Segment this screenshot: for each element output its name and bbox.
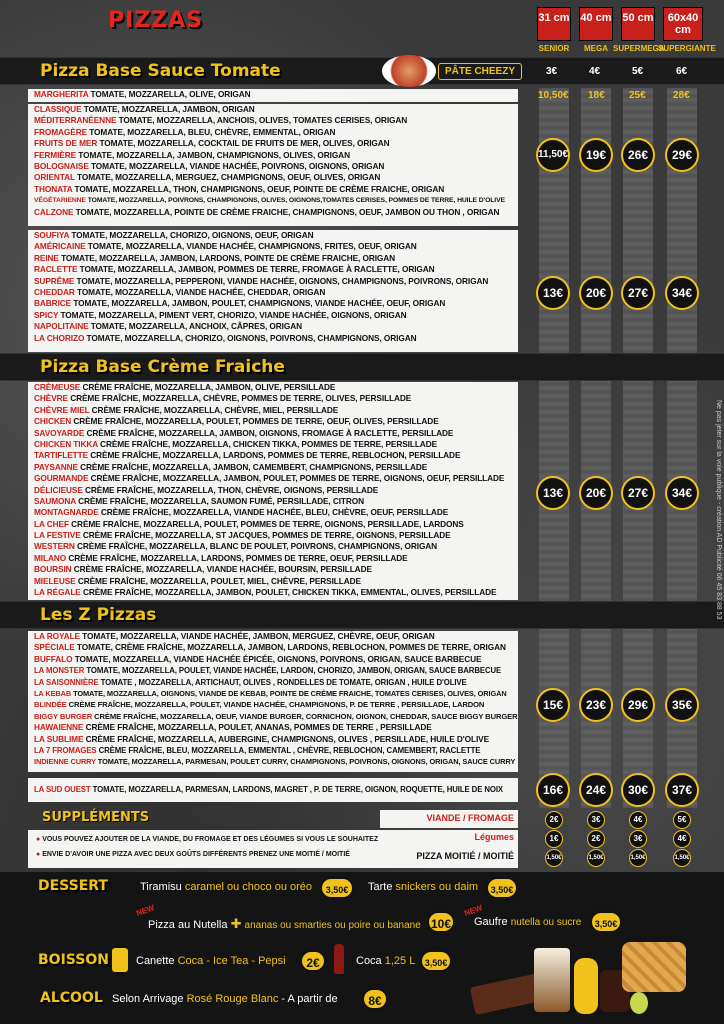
item-desc: TOMATE, MOZZARELLA, COCKTAIL DE FRUITS DE MER, OLIVES, ORIGAN [97, 138, 390, 149]
nutella-line [148, 916, 421, 932]
size-supermega: 50 cm [621, 7, 655, 41]
alcool-price: 8€ [362, 988, 388, 1010]
coca-name: Coca [356, 955, 382, 967]
item-desc: TOMATE, MOZZARELLA, POIVRONS, CHAMPIGNONS, OLIVES, OIGNONS,TOMATES CERISES, POMMES DE TERRE, HUILE D'OLIVE [85, 197, 505, 205]
item-desc: TOMATE , MOZZARELLA, ARTICHAUT, OLIVES , RONDELLES DE TOMATE, ORIGAN , HUILE D'OLIVE [98, 677, 467, 687]
nutella-price: 10€ [427, 911, 455, 933]
menu-item [28, 333, 518, 344]
size-mega: 40 cm [579, 7, 613, 41]
item-desc: TOMATE, MOZZARELLA, VIANDE HACHÉE, CHAMPIGNONS, FRITES, OEUF, ORIGAN [85, 241, 417, 252]
sup-moitie-mega: 1,50€ [587, 849, 605, 867]
tiramisu-cup-icon [534, 948, 570, 1012]
tarte-price: 3,50€ [486, 877, 518, 899]
item-name: SAUMONA [34, 495, 76, 506]
group-a-price-mega: 19€ [579, 138, 613, 172]
size-label-supergiante: SUPERGIANTE [658, 44, 716, 53]
item-desc: TOMATE, MOZZARELLA, OLIVE, ORIGAN [88, 89, 251, 99]
pate-cheezy-label: PÂTE CHEEZY [438, 63, 522, 80]
sup-viande-supermega: 4€ [629, 811, 647, 829]
item-desc: TOMATE, CRÈME FRAÎCHE, MOZZARELLA, JAMBON, LARDONS, REBLOCHON, POMMES DE TERRE, ORIGAN [74, 642, 506, 653]
item-name: LA CHORIZO [34, 332, 85, 343]
item-desc: CRÈME FRAÎCHE, MOZZARELLA, LARDONS, POMMES DE TERRE, OEUF, PERSILLADE [66, 552, 408, 563]
group-a-price-supergiante: 29€ [665, 138, 699, 172]
item-desc: CRÈME FRAÎCHE, MOZZARELLA, POULET, VIANDE HACHÉE, CHAMPIGNONS, P. DE TERRE , PERSILLADE, LARDON [66, 700, 485, 710]
menu-item [28, 784, 518, 795]
item-name: CHÈVRE MIEL [34, 404, 90, 415]
supplements-note-1: ● VOUS POUVEZ AJOUTER DE LA VIANDE, DU FROMAGE ET DES LÉGUMES SI VOUS LE SOUHAITEZ [36, 836, 379, 843]
menu-item [28, 450, 518, 461]
item-name: CLASSIQUE [34, 104, 82, 114]
margherita-price-senior: 10,50€ [538, 90, 569, 101]
sup-label-viande: VIANDE / FROMAGE [426, 813, 514, 823]
item-name: CHICKEN TIKKA [34, 438, 98, 449]
item-desc: CRÈME FRAÎCHE, MOZZARELLA, AUBERGINE, CHAMPIGNONS, OLIVES , PERSILLADE, HUILE D'OLIVE [83, 733, 490, 744]
menu-item [28, 161, 518, 172]
item-name: BOLOGNAISE [34, 160, 89, 171]
item-desc: CRÈME FRAÎCHE, MOZZARELLA, POULET, POMMES DE TERRE, OEUF, OLIVES, PERSILLADE [71, 416, 439, 427]
item-name: DÉLICIEUSE [34, 484, 83, 495]
group-a-price-supermega: 26€ [621, 138, 655, 172]
item-name: SAVOYARDE [34, 427, 85, 438]
item-desc: CRÈME FRAÎCHE, MOZZARELLA, JAMBON, OIGNONS, FROMAGE À RACLETTE, PERSILLADE [84, 427, 454, 438]
section-title-tomate: Pizza Base Sauce Tomate [40, 61, 281, 81]
menu-item [28, 253, 518, 264]
item-desc: CRÈME FRAÎCHE, MOZZARELLA, JAMBON, OLIVE, PERSILLADE [80, 382, 336, 392]
item-name: FROMAGÈRE [34, 126, 88, 137]
menu-item [28, 195, 518, 206]
item-name: BIGGY BURGER [34, 711, 93, 721]
sup-moitie-supermega: 1,50€ [629, 849, 647, 867]
z-price-mega: 23€ [579, 688, 613, 722]
sup-legumes-senior: 1€ [545, 830, 563, 848]
item-desc: TOMATE, MOZZARELLA, VIANDE HACHÉE, POIVRONS, OIGNONS, ORIGAN [88, 160, 385, 171]
menu-item [28, 576, 518, 587]
new-badge-gaufre: NEW [463, 903, 484, 918]
menu-item [28, 172, 518, 183]
item-name: MÉDITERRANÉENNE [34, 115, 117, 126]
menu-item [28, 298, 518, 309]
menu-item [28, 507, 518, 518]
group-b-price-senior: 13€ [536, 276, 570, 310]
menu-item [28, 530, 518, 541]
item-name: BUFFALO [34, 653, 73, 664]
sup-viande-mega: 3€ [587, 811, 605, 829]
item-desc: CRÈME FRAÎCHE, MOZZARELLA, ST JACQUES, POMMES DE TERRE, OIGNONS, PERSILLADE [80, 530, 451, 541]
item-name: AMÉRICAINE [34, 241, 86, 252]
sup-label-legumes: Légumes [474, 832, 514, 842]
menu-item [28, 310, 518, 321]
tarte-line [368, 881, 478, 893]
size-label-senior: SENIOR [538, 44, 570, 53]
supplements-note-1-text: VOUS POUVEZ AJOUTER DE LA VIANDE, DU FROMAGE ET DES LÉGUMES SI VOUS LE SOUHAITEZ [42, 836, 379, 843]
canette-name: Canette [136, 955, 175, 967]
item-name: SPICY [34, 309, 59, 320]
item-name: MARGHERITA [34, 89, 89, 99]
tiramisu-options: caramel ou choco ou oréo [184, 881, 313, 893]
item-name: LA SUD OUEST [34, 785, 91, 794]
size-label-mega: MEGA [584, 44, 608, 53]
item-desc: TOMATE, MOZZARELLA, JAMBON, LARDONS, POINTE DE CRÈME FRAICHE, ORIGAN [58, 252, 396, 263]
size-supergiante: 60x40 cm [663, 7, 703, 41]
supplements-title: SUPPLÉMENTS [42, 810, 150, 825]
item-desc: CRÈME FRAÎCHE, MOZZARELLA, LARDONS, POMMES DE TERRE, REBLOCHON, PERSILLADE [88, 450, 461, 461]
group-b-price-supermega: 27€ [621, 276, 655, 310]
item-name: CHÈVRE [34, 393, 68, 404]
item-name: CHICKEN [34, 416, 72, 427]
item-desc: CRÈME FRAÎCHE, MOZZARELLA, JAMBON, POULET, CHICKEN TIKKA, EMMENTAL, OLIVES, PERSILLADE [80, 587, 497, 598]
alcool-label: ALCOOL [40, 990, 103, 1006]
margherita-price-supergiante: 28€ [673, 90, 690, 101]
item-desc: CRÈME FRAÎCHE, MOZZARELLA, CHÈVRE, POMMES DE TERRE, OLIVES, PERSILLADE [67, 393, 412, 404]
z-price-supergiante: 35€ [665, 688, 699, 722]
item-name: LA KEBAB [34, 688, 72, 698]
menu-item [28, 241, 518, 252]
item-desc: CRÈME FRAÎCHE, MOZZARELLA, JAMBON, POULET, POMMES DE TERRE, OIGNONS, OEUF, PERSILLADE [88, 473, 505, 484]
item-name: LA ROYALE [34, 631, 80, 641]
margherita-price-mega: 18€ [588, 90, 605, 101]
z-price-supermega: 29€ [621, 688, 655, 722]
item-name: MILANO [34, 552, 67, 563]
item-name: ORIENTAL [34, 172, 75, 183]
menu-item [28, 393, 518, 404]
item-desc: TOMATE, MOZZARELLA, POULET, VIANDE HACHÉE, LARDON, CHORIZO, JAMBON, ORIGAN, SAUCE BARBECUE [84, 666, 502, 676]
item-name: FRUITS DE MER [34, 138, 98, 149]
tiramisu-price: 3,50€ [320, 877, 354, 899]
menu-item [28, 428, 518, 439]
item-desc: TOMATE, MOZZARELLA, PEPPERONI, VIANDE HACHÉE, OIGNONS, CHAMPIGNONS, POIVRONS, ORIGAN [74, 275, 489, 286]
item-desc: CRÈME FRAÎCHE, MOZZARELLA, VIANDE HACHÉE, BOURSIN, PERSILLADE [71, 564, 372, 575]
menu-item [28, 665, 518, 676]
desserts-image [472, 940, 702, 1020]
item-name: FERMIÈRE [34, 149, 77, 160]
menu-item [28, 439, 518, 450]
item-desc: TOMATE, MOZZARELLA, PARMESAN, POULET CURRY, CHAMPIGNONS, POIVRONS, OIGNONS, ORIGAN, SAUCE CURRY [95, 757, 516, 767]
canette-price: 2€ [300, 950, 326, 972]
item-desc: CRÈME FRAÎCHE, MOZZARELLA, JAMBON, CAMEMBERT, CHAMPIGNONS, PERSILLADE [77, 461, 428, 472]
item-name: CHEDDAR [34, 286, 75, 297]
waffle-icon [622, 942, 686, 992]
item-name: PAYSANNE [34, 461, 78, 472]
menu-item [28, 722, 518, 733]
menu-item [28, 230, 518, 241]
item-name: MIELEUSE [34, 575, 76, 586]
z-price-senior: 15€ [536, 688, 570, 722]
canette-line [136, 955, 286, 967]
item-name: LA 7 FROMAGES [34, 745, 97, 755]
item-desc: CRÈME FRAÎCHE, MOZZARELLA, BLANC DE POULET, POIVRONS, CHAMPIGNONS, ORIGAN [74, 541, 438, 552]
menu-item [28, 115, 518, 126]
cheezy-price-supergiante: 6€ [676, 66, 688, 77]
gaufre-options: nutella ou sucre [510, 917, 582, 928]
menu-item [28, 264, 518, 275]
pineapple-icon [574, 958, 598, 1014]
creme-price-senior: 13€ [536, 476, 570, 510]
coca-line [356, 955, 415, 967]
item-name: LA SAISONNIÈRE [34, 677, 99, 687]
menu-item [28, 699, 518, 710]
menu-item [28, 541, 518, 552]
dessert-label: DESSERT [38, 878, 108, 894]
new-badge-nutella: NEW [135, 903, 156, 918]
item-name: LA SUBLIME [34, 733, 84, 744]
menu-item [28, 711, 518, 722]
creme-price-mega: 20€ [579, 476, 613, 510]
creme-panel [28, 382, 518, 600]
item-desc: TOMATE, MOZZARELLA, CHORIZO, OIGNONS, OEUF, ORIGAN [69, 230, 314, 240]
item-name: BLINDÉE [34, 700, 67, 710]
sup-viande-supergiante: 5€ [673, 811, 691, 829]
item-desc: CRÈME FRAÎCHE, MOZZARELLA, POULET, MIEL, CHÈVRE, PERSILLADE [75, 575, 361, 586]
item-desc: CRÈME FRAÎCHE, MOZZARELLA, VIANDE HACHÉE, BLEU, CHÈVRE, OEUF, PERSILLADE [98, 507, 449, 518]
menu-item [28, 734, 518, 745]
item-desc: TOMATE, MOZZARELLA, OIGNONS, VIANDE DE KEBAB, POINTE DE CRÈME FRAICHE, TOMATES CERISES, OLIVES, ORIGAN [71, 688, 507, 698]
item-name: SUPRÊME [34, 275, 75, 286]
tarte-name: Tarte [368, 881, 393, 893]
coca-size: 1,25 L [384, 955, 416, 967]
nutella-pizza-icon [470, 973, 544, 1015]
menu-item [28, 276, 518, 287]
item-name: VÉGÉTARIENNE [34, 197, 86, 205]
item-desc: TOMATE, MOZZARELLA, THON, CHAMPIGNONS, OEUF, POINTE DE CRÈME FRAICHE, ORIGAN [72, 183, 445, 194]
menu-item [28, 756, 518, 767]
item-name: NAPOLITAINE [34, 321, 89, 332]
item-name: LA MONSTER [34, 666, 85, 676]
tiramisu-name: Tiramisu [140, 881, 182, 893]
sud-ouest-price-senior: 16€ [536, 773, 570, 807]
sup-legumes-supermega: 3€ [629, 830, 647, 848]
menu-item [28, 405, 518, 416]
item-desc: CRÈME FRAÎCHE, MOZZARELLA, CHICKEN TIKKA, POMMES DE TERRE, PERSILLADE [97, 438, 438, 449]
item-name: GOURMANDE [34, 473, 89, 484]
cheezy-price-supermega: 5€ [632, 66, 644, 77]
sup-moitie-senior: 1,50€ [545, 849, 563, 867]
item-desc: TOMATE, MOZZARELLA, JAMBON, ORIGAN [81, 104, 255, 114]
z-panel [28, 631, 518, 772]
section-title-creme: Pizza Base Crème Fraiche [40, 357, 285, 377]
item-name: LA RÉGALE [34, 587, 81, 598]
sup-legumes-supergiante: 4€ [673, 830, 691, 848]
menu-item [28, 519, 518, 530]
menu-item [28, 553, 518, 564]
menu-item [28, 473, 518, 484]
sud-ouest-price-supergiante: 37€ [665, 773, 699, 807]
tarte-options: snickers ou daim [395, 881, 479, 893]
item-desc: CRÈME FRAÎCHE, MOZZARELLA, OEUF, VIANDE BURGER, CORNICHON, OIGNON, CHEDDAR, SAUCE BIGGY BURGER [92, 711, 518, 721]
item-name: SOUFIYA [34, 230, 70, 240]
item-name: REINE [34, 252, 59, 263]
menu-item [28, 677, 518, 688]
sup-moitie-supergiante: 1,50€ [673, 849, 691, 867]
menu-item [28, 642, 518, 653]
item-name: LA CHEF [34, 518, 69, 529]
pear-icon [630, 992, 648, 1014]
item-desc: TOMATE, MOZZARELLA, POINTE DE CRÈME FRAICHE, CHAMPIGNONS, OEUF, JAMBON OU THON , ORIGAN [73, 206, 500, 217]
sup-legumes-mega: 2€ [587, 830, 605, 848]
coca-price: 3,50€ [420, 950, 452, 972]
menu-item [28, 104, 518, 115]
item-name: TARTIFLETTE [34, 450, 89, 461]
item-name: CALZONE [34, 206, 74, 217]
bottle-icon [334, 944, 344, 974]
item-desc: CRÈME FRAÎCHE, MOZZARELLA, SAUMON FUMÉ, PERSILLADE, CITRON [75, 495, 365, 506]
tiramisu-line [140, 881, 312, 893]
menu-item [28, 382, 518, 393]
item-desc: TOMATE, MOZZARELLA, VIANDE HACHÉE, JAMBON, MERGUEZ, CHÈVRE, OEUF, ORIGAN [79, 631, 435, 641]
menu-item [28, 184, 518, 195]
item-desc: CRÈME FRAÎCHE, MOZZARELLA, POULET, ANANAS, POMMES DE TERRE , PERSILLADE [83, 722, 432, 733]
creme-price-supergiante: 34€ [665, 476, 699, 510]
gaufre-line [474, 916, 581, 928]
group-b-price-supergiante: 34€ [665, 276, 699, 310]
item-name: MONTAGNARDE [34, 507, 99, 518]
menu-item [28, 564, 518, 575]
item-name: INDIENNE CURRY [34, 757, 96, 767]
menu-item [28, 89, 518, 100]
menu-item [28, 496, 518, 507]
alcool-name: Selon Arrivage [112, 993, 184, 1005]
margherita-panel [28, 89, 518, 102]
menu-item [28, 321, 518, 332]
menu-item [28, 127, 518, 138]
page-title: PIZZAS [108, 8, 204, 33]
item-desc: TOMATE, MOZZARELLA, ANCHOIX, CÂPRES, ORIGAN [88, 321, 303, 332]
menu-item [28, 631, 518, 642]
item-desc: TOMATE, MOZZARELLA, JAMBON, CHAMPIGNONS, OLIVES, ORIGAN [76, 149, 350, 160]
menu-item [28, 138, 518, 149]
gaufre-price: 3,50€ [590, 911, 622, 933]
size-senior: 31 cm [537, 7, 571, 41]
can-icon [112, 948, 128, 972]
sud-ouest-panel [28, 778, 518, 802]
supplements-note-2-text: ENVIE D'AVOIR UNE PIZZA AVEC DEUX GOÛTS DIFFÉRENTS PRENEZ UNE MOITIÉ / MOITIÉ [42, 851, 350, 858]
item-desc: CRÈME FRAÎCHE, BLEU, MOZZARELLA, EMMENTAL , CHÈVRE, REBLOCHON, CAMEMBERT, RACLETTE [96, 745, 481, 755]
supplements-note-2: ● ENVIE D'AVOIR UNE PIZZA AVEC DEUX GOÛTS DIFFÉRENTS PRENEZ UNE MOITIÉ / MOITIÉ [36, 851, 350, 858]
item-name: HAWAIENNE [34, 722, 84, 733]
menu-item [28, 416, 518, 427]
margherita-price-supermega: 25€ [629, 90, 646, 101]
item-name: SPÉCIALE [34, 642, 75, 653]
nutella-name: Pizza au Nutella [148, 919, 228, 931]
sup-label-moitie: PIZZA MOITIÉ / MOITIÉ [416, 851, 514, 861]
size-label-supermega: SUPERMEGA [613, 44, 665, 53]
menu-item [28, 207, 518, 218]
menu-item [28, 485, 518, 496]
item-desc: TOMATE, MOZZARELLA, VIANDE HACHÉE, CHEDDAR, ORIGAN [74, 286, 326, 297]
sud-ouest-price-mega: 24€ [579, 773, 613, 807]
group-a-price-senior: 11,50€ [536, 138, 570, 172]
item-desc: TOMATE, MOZZARELLA, MERGUEZ, CHAMPIGNONS, OEUF, OLIVES, ORIGAN [74, 172, 381, 183]
alcool-from: - A partir de [281, 993, 338, 1005]
item-desc: TOMATE, MOZZARELLA, JAMBON, POULET, CHAMPIGNONS, VIANDE HACHÉE, OEUF, ORIGAN [71, 298, 446, 309]
menu-item [28, 688, 518, 699]
item-desc: CRÈME FRAÎCHE, MOZZARELLA, POULET, POMMES DE TERRE, OIGNONS, PERSILLADE, LARDONS [68, 518, 464, 529]
item-desc: TOMATE, MOZZARELLA, CHORIZO, OIGNONS, POIVRONS, CHAMPIGNONS, ORIGAN [84, 332, 417, 343]
item-desc: CRÈME FRAÎCHE, MOZZARELLA, THON, CHÈVRE, OIGNONS, PERSILLADE [82, 484, 379, 495]
item-desc: TOMATE, MOZZARELLA, ANCHOIS, OLIVES, TOMATES CERISES, ORIGAN [116, 115, 408, 126]
item-name: CRÈMEUSE [34, 382, 81, 392]
menu-item [28, 150, 518, 161]
group-b-panel [28, 230, 518, 352]
group-b-price-mega: 20€ [579, 276, 613, 310]
menu-item [28, 287, 518, 298]
cheezy-price-senior: 3€ [546, 66, 558, 77]
cheezy-price-mega: 4€ [589, 66, 601, 77]
alcool-line [112, 993, 338, 1005]
group-a-panel [28, 104, 518, 226]
boisson-label: BOISSON [38, 952, 109, 968]
plus-icon: ✚ [230, 916, 242, 931]
menu-item [28, 654, 518, 665]
creme-price-supermega: 27€ [621, 476, 655, 510]
item-desc: CRÈME FRAÎCHE, MOZZARELLA, CHÈVRE, MIEL, PERSILLADE [89, 404, 339, 415]
pizza-slice-icon [382, 55, 436, 87]
item-name: RACLETTE [34, 264, 78, 275]
gaufre-name: Gaufre [474, 916, 508, 928]
item-name: BOURSIN [34, 564, 72, 575]
item-desc: TOMATE, MOZZARELLA, JAMBON, POMMES DE TERRE, FROMAGE À RACLETTE, ORIGAN [77, 264, 435, 275]
item-name: BABRICE [34, 298, 72, 309]
nutella-options: ananas ou smarties ou poire ou banane [244, 920, 421, 931]
item-desc: TOMATE, MOZZARELLA, BLEU, CHÈVRE, EMMENTAL, ORIGAN [87, 126, 336, 137]
sup-viande-senior: 2€ [545, 811, 563, 829]
item-name: WESTERN [34, 541, 75, 552]
canette-options: Coca - Ice Tea - Pepsi [177, 955, 286, 967]
side-note: Ne pas jeter sur la voie publique - création AD Publicité 06 45 83 88 53 [715, 400, 722, 620]
item-desc: TOMATE, MOZZARELLA, PIMENT VERT, CHORIZO, VIANDE HACHÉE, OIGNONS, ORIGAN [58, 309, 407, 320]
item-desc: TOMATE, MOZZARELLA, PARMESAN, LARDONS, MAGRET , P. DE TERRE, OIGNON, ROQUETTE, HUILE DE NOIX [90, 785, 504, 794]
menu-item [28, 462, 518, 473]
alcool-options: Rosé Rouge Blanc [186, 993, 279, 1005]
item-desc: TOMATE, MOZZARELLA, VIANDE HACHÉE ÉPICÉE, OIGNONS, POIVRONS, ORIGAN, SAUCE BARBECUE [72, 653, 482, 664]
section-title-z: Les Z Pizzas [40, 605, 157, 625]
menu-item [28, 587, 518, 598]
menu-item [28, 745, 518, 756]
item-name: THONATA [34, 183, 73, 194]
item-name: LA FESTIVE [34, 530, 81, 541]
sud-ouest-price-supermega: 30€ [621, 773, 655, 807]
